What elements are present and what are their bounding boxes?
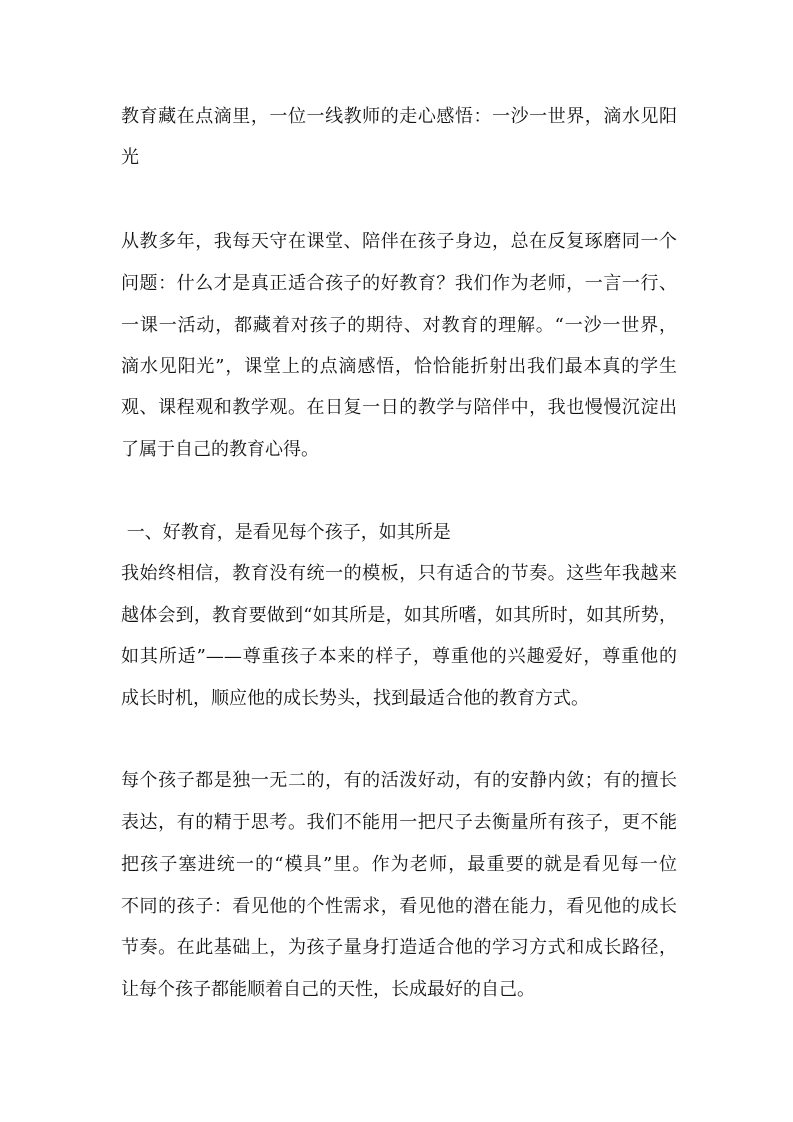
paragraph-line: 越体会到，教育要做到“如其所是，如其所嗜，如其所时，如其所势， [121, 605, 677, 626]
paragraph-line: 每个孩子都是独一无二的，有的活泼好动，有的安静内敛；有的擅长 [121, 770, 677, 791]
paragraph-line: 让每个孩子都能顺着自己的天性，长成最好的自己。 [121, 979, 535, 1000]
paragraph-line: 不同的孩子：看见他的个性需求，看见他的潜在能力，看见他的成长 [121, 896, 677, 917]
document-title-line: 光 [121, 147, 139, 168]
paragraph-line: 一课一活动，都藏着对孩子的期待、对教育的理解。“一沙一世界， [121, 315, 677, 336]
paragraph-line: 表达，有的精于思考。我们不能用一把尺子去衡量所有孩子，更不能 [121, 812, 677, 833]
paragraph-line: 了属于自己的教育心得。 [121, 439, 319, 460]
paragraph-line: 从教多年，我每天守在课堂、陪伴在孩子身边，总在反复琢磨同一个 [121, 231, 677, 252]
paragraph-line: 观、课程观和教学观。在日复一日的教学与陪伴中，我也慢慢沉淀出 [121, 397, 677, 418]
paragraph-line: 把孩子塞进统一的“模具”里。作为老师，最重要的就是看见每一位 [121, 854, 677, 875]
paragraph-line: 如其所适”——尊重孩子本来的样子，尊重他的兴趣爱好，尊重他的 [121, 646, 677, 667]
paragraph-line: 滴水见阳光”，课堂上的点滴感悟，恰恰能折射出我们最本真的学生 [121, 356, 677, 377]
document-title-line: 教育藏在点滴里，一位一线教师的走心感悟：一沙一世界，滴水见阳 [121, 106, 677, 127]
paragraph-line: 成长时机，顺应他的成长势头，找到最适合他的教育方式。 [121, 688, 589, 709]
paragraph-line: 问题：什么才是真正适合孩子的好教育？我们作为老师，一言一行、 [121, 273, 677, 294]
section-heading: 一、好教育，是看见每个孩子，如其所是 [121, 522, 451, 543]
paragraph-line: 我始终相信，教育没有统一的模板，只有适合的节奏。这些年我越来 [121, 563, 677, 584]
paragraph-line: 节奏。在此基础上，为孩子量身打造适合他的学习方式和成长路径， [121, 937, 677, 958]
